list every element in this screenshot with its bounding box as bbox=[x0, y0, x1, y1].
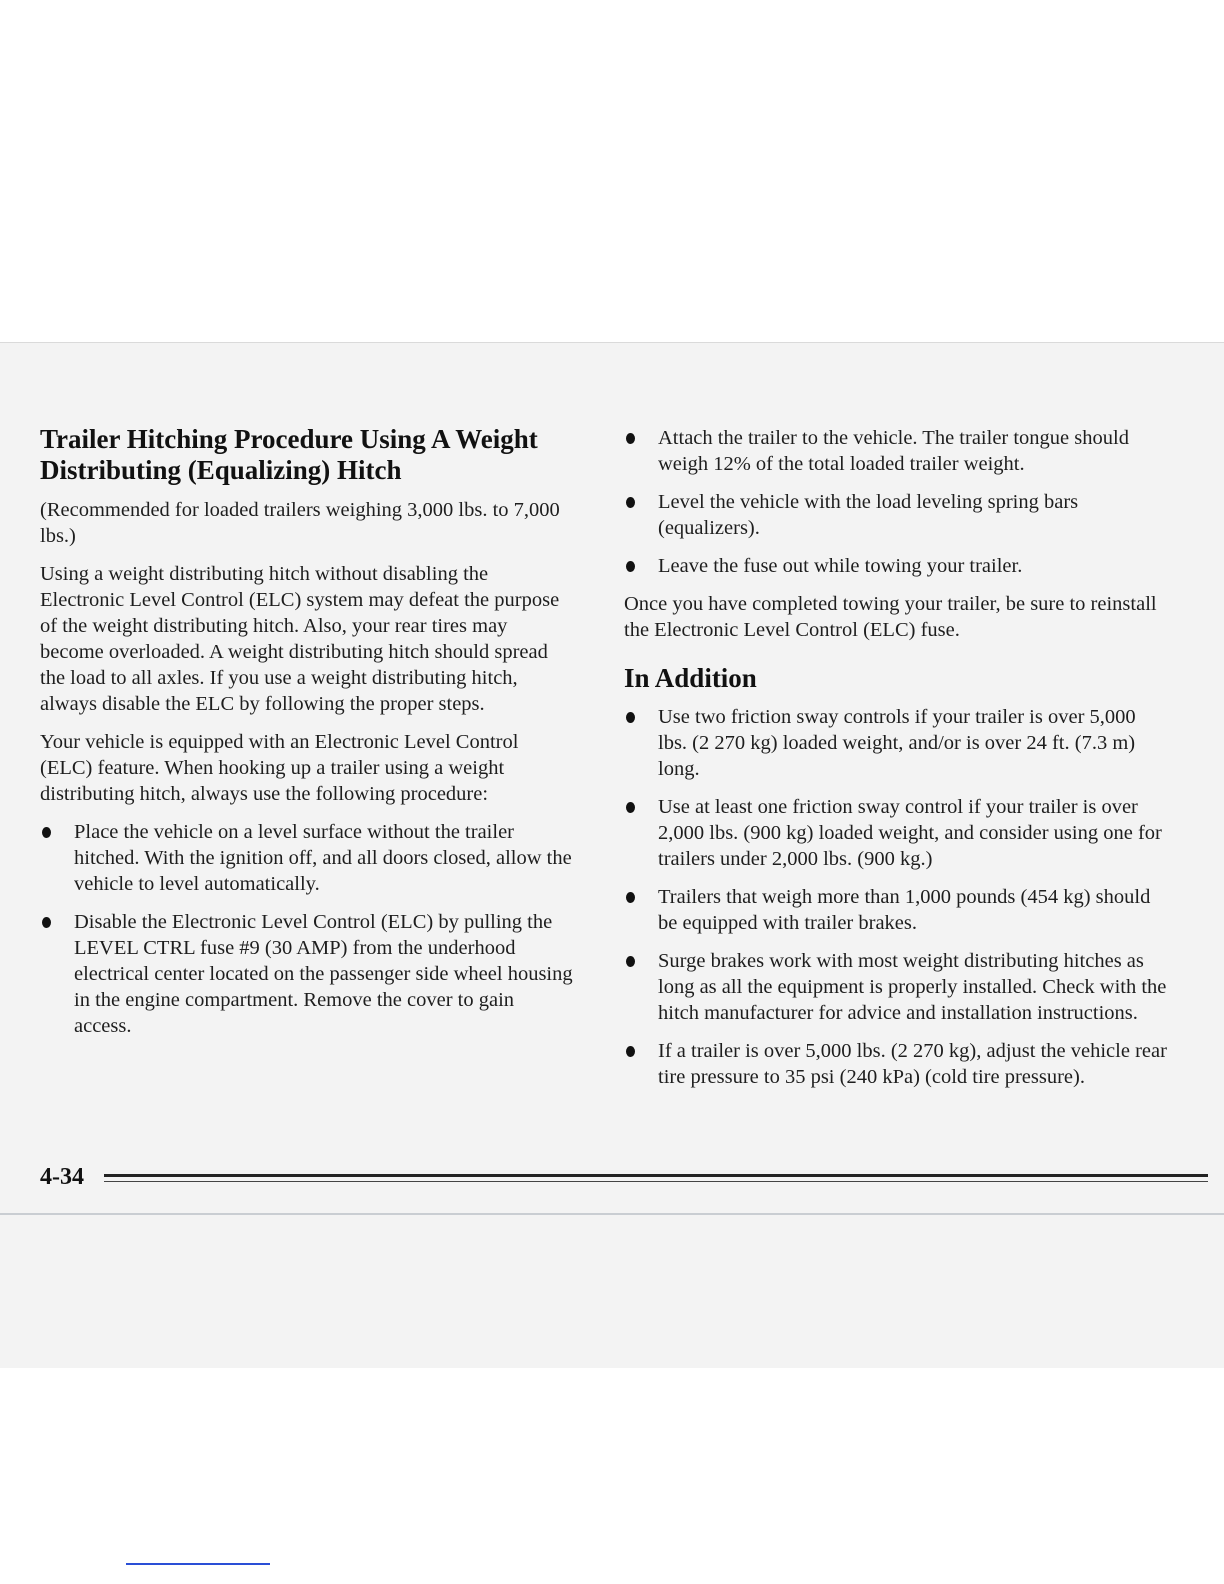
subsection-title: In Addition bbox=[624, 663, 757, 693]
bullet-icon bbox=[626, 802, 635, 813]
list-item bbox=[40, 909, 575, 1039]
left-column bbox=[40, 424, 575, 1051]
footer-rule bbox=[104, 1174, 1208, 1177]
reinstall-paragraph: Once you have completed towing your trailer, be sure to reinstall the Electronic Level Control (ELC) fuse. bbox=[624, 593, 1157, 641]
right-column bbox=[624, 425, 1169, 1102]
procedure-list bbox=[40, 819, 575, 1039]
procedure-intro-paragraph: Your vehicle is equipped with an Electronic Level Control (ELC) feature. When hooking up a trailer using a weight distributing hitch, always use the following procedure: bbox=[40, 731, 519, 805]
list-item-text: Attach the trailer to the vehicle. The trailer tongue should weigh 12% of the total loaded trailer weight. bbox=[658, 427, 1129, 475]
bullet-icon bbox=[626, 1046, 635, 1057]
list-item bbox=[624, 425, 1169, 477]
list-item bbox=[624, 884, 1169, 936]
list-item bbox=[624, 948, 1169, 1026]
list-item bbox=[624, 704, 1169, 782]
list-item-text: Place the vehicle on a level surface without the trailer hitched. With the ignition off, and all doors closed, allow the vehicle to level automatically. bbox=[74, 821, 572, 895]
list-item-text: Use at least one friction sway control if your trailer is over 2,000 lbs. (900 kg) loaded weight, and consider using one for trailers under 2,000 lbs. (900 kg.) bbox=[658, 796, 1162, 870]
list-item-text: Surge brakes work with most weight distributing hitches as long as all the equipment is properly installed. Check with the hitch manufacturer for advice and installation instructions. bbox=[658, 950, 1167, 1024]
footer-rule-thin bbox=[104, 1181, 1208, 1182]
blue-rule bbox=[126, 1563, 270, 1565]
list-item-text: Level the vehicle with the load leveling spring bars (equalizers). bbox=[658, 491, 1079, 539]
list-item bbox=[624, 489, 1169, 541]
list-item bbox=[624, 794, 1169, 872]
bullet-icon bbox=[42, 917, 51, 928]
bullet-icon bbox=[626, 892, 635, 903]
list-item-text: Disable the Electronic Level Control (ELC) by pulling the LEVEL CTRL fuse #9 (30 AMP) from the underhood electrical center located on the passenger side wheel housing in the engine compartment. Remove the cover to gain access. bbox=[74, 911, 573, 1037]
bullet-icon bbox=[626, 433, 635, 444]
section-title: Trailer Hitching Procedure Using A Weight Distributing (Equalizing) Hitch bbox=[40, 424, 538, 485]
bullet-icon bbox=[626, 561, 635, 572]
list-item bbox=[624, 1038, 1169, 1090]
in-addition-list bbox=[624, 704, 1169, 1090]
recommendation-paragraph: (Recommended for loaded trailers weighing 3,000 lbs. to 7,000 lbs.) bbox=[40, 499, 560, 547]
list-item-text: Trailers that weigh more than 1,000 pounds (454 kg) should be equipped with trailer brakes. bbox=[658, 886, 1151, 934]
bullet-icon bbox=[626, 497, 635, 508]
bullet-icon bbox=[626, 956, 635, 967]
band-top-rule bbox=[0, 342, 1224, 343]
bullet-icon bbox=[42, 827, 51, 838]
page-footer bbox=[40, 1162, 1168, 1192]
list-item-text: Use two friction sway controls if your trailer is over 5,000 lbs. (2 270 kg) loaded weight, and/or is over 24 ft. (7.3 m) long. bbox=[658, 706, 1136, 780]
bullet-icon bbox=[626, 712, 635, 723]
page-number: 4-34 bbox=[40, 1164, 84, 1190]
band-bottom-rule bbox=[0, 1213, 1224, 1215]
warning-paragraph: Using a weight distributing hitch without disabling the Electronic Level Control (ELC) system may defeat the purpose of the weight distributing hitch. Also, your rear tires may become overloaded. A weight distributing hitch should spread the load to all axles. If you use a weight distributing hitch, always disable the ELC by following the proper steps. bbox=[40, 563, 560, 715]
procedure-list-continued bbox=[624, 425, 1169, 579]
list-item-text: If a trailer is over 5,000 lbs. (2 270 kg), adjust the vehicle rear tire pressure to 35 psi (240 kPa) (cold tire pressure). bbox=[658, 1040, 1167, 1088]
list-item bbox=[40, 819, 575, 897]
list-item-text: Leave the fuse out while towing your trailer. bbox=[658, 555, 1023, 577]
list-item bbox=[624, 553, 1169, 579]
